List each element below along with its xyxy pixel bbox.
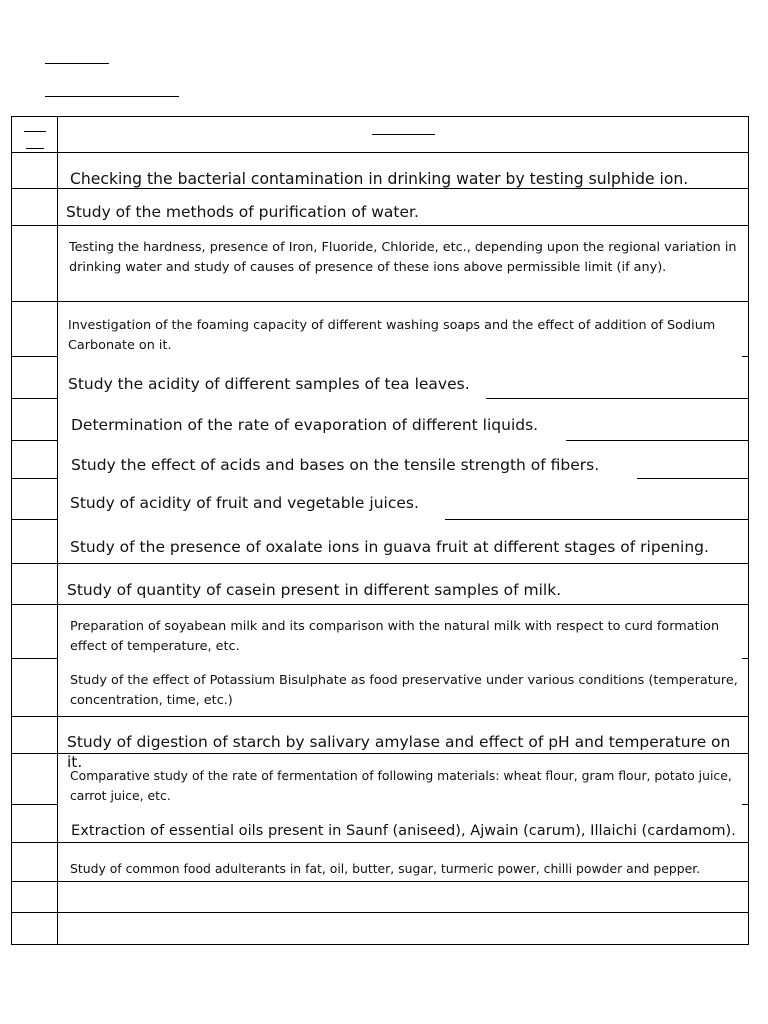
column-divider <box>57 117 58 944</box>
row-text: Study of digestion of starch by salivary amylase and effect of pH and temperature on it. <box>67 733 731 771</box>
row-text: Checking the bacterial contamination in drinking water by testing sulphide ion. <box>70 170 689 188</box>
row-text: Preparation of soyabean milk and its comparison with the natural milk with respect to curd formation effect of temperature, etc. <box>70 619 720 654</box>
row-separator <box>12 398 58 399</box>
row-text: Study of the presence of oxalate ions in guava fruit at different stages of ripening. <box>70 538 709 556</box>
row-separator <box>445 519 748 520</box>
row-separator <box>12 716 748 717</box>
row-separator <box>637 478 748 479</box>
row-separator <box>12 152 748 153</box>
header-title-mark <box>372 134 435 135</box>
heading-underline-1 <box>45 63 109 64</box>
row-separator <box>566 440 748 441</box>
row-separator <box>12 658 58 659</box>
row-separator <box>12 804 58 805</box>
row-separator <box>12 519 58 520</box>
row-separator <box>742 356 749 357</box>
row-text: Study the effect of acids and bases on the tensile strength of fibers. <box>71 456 600 474</box>
header-sno-mark-top <box>24 131 46 132</box>
row-separator <box>742 804 749 805</box>
row-separator <box>12 356 58 357</box>
row-text: Investigation of the foaming capacity of different washing soaps and the effect of addition of Sodium Carbonate on it. <box>68 318 716 353</box>
row-text: Study of the effect of Potassium Bisulphate as food preservative under various conditions (temperature, concentration, time, etc.) <box>70 673 738 708</box>
row-separator <box>12 563 748 564</box>
row-separator <box>12 225 748 226</box>
row-separator <box>12 604 748 605</box>
row-separator <box>12 301 748 302</box>
row-separator <box>12 842 748 843</box>
header-sno-mark-bottom <box>26 148 44 149</box>
row-text: Study of common food adulterants in fat, oil, butter, sugar, turmeric power, chilli powder and pepper. <box>70 861 701 876</box>
row-separator <box>12 478 58 479</box>
row-separator <box>486 398 748 399</box>
row-text: Study of the methods of purification of water. <box>66 203 419 221</box>
row-text: Comparative study of the rate of fermentation of following materials: wheat flour, gram flour, potato juice, carrot juice, etc. <box>70 768 732 803</box>
row-text: Extraction of essential oils present in Saunf (aniseed), Ajwain (carum), Illaichi (cardamom). <box>71 822 736 839</box>
row-separator <box>12 881 748 882</box>
row-text: Determination of the rate of evaporation of different liquids. <box>71 416 539 434</box>
row-text: Study the acidity of different samples of tea leaves. <box>68 375 470 393</box>
row-text: Testing the hardness, presence of Iron, Fluoride, Chloride, etc., depending upon the regional variation in drinking water and study of causes of presence of these ions above permissible limit (if any). <box>69 240 737 275</box>
row-separator <box>12 912 748 913</box>
heading-underline-2 <box>45 96 179 97</box>
row-text: Study of acidity of fruit and vegetable juices. <box>70 494 419 512</box>
row-separator <box>742 658 749 659</box>
row-separator <box>12 440 58 441</box>
row-text: Study of quantity of casein present in different samples of milk. <box>67 581 562 599</box>
project-table <box>11 116 749 945</box>
